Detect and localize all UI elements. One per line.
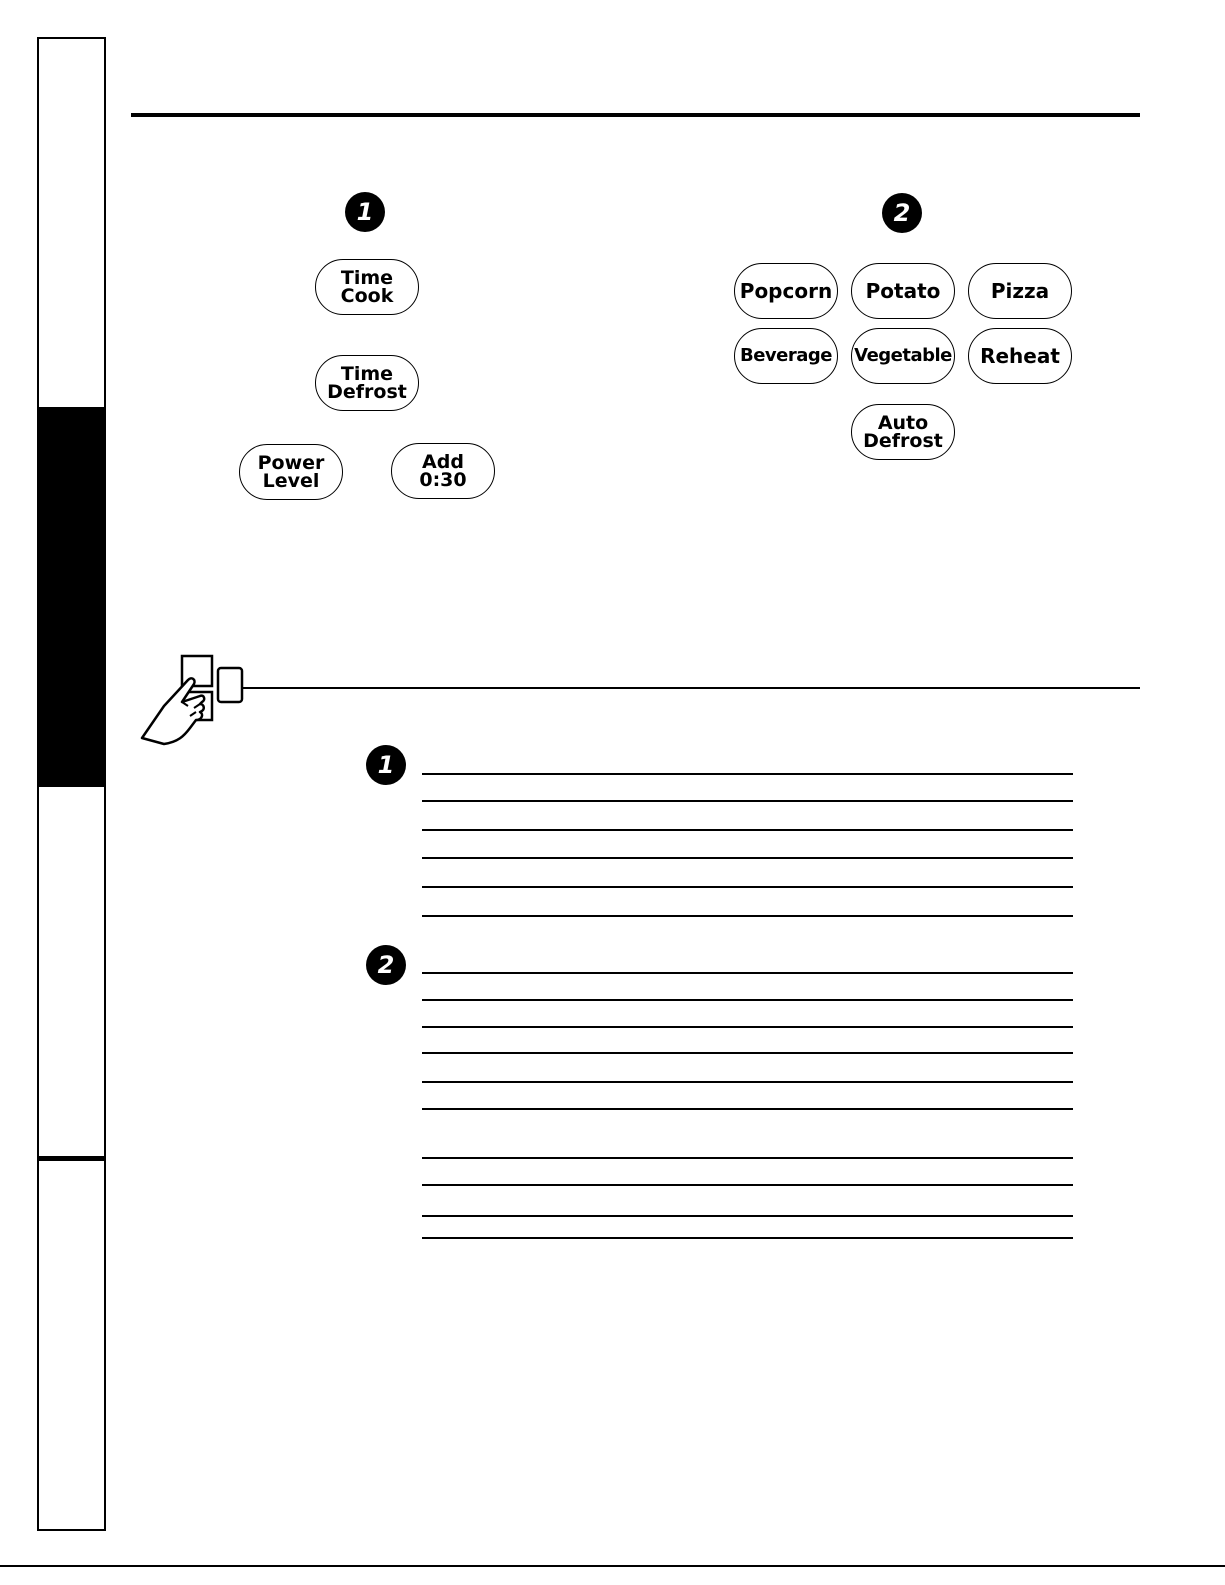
text-line	[422, 999, 1073, 1001]
text-line	[422, 773, 1073, 775]
text-line	[422, 1081, 1073, 1083]
footer-rule	[0, 1565, 1225, 1567]
time-cook-line1: Time	[340, 267, 394, 289]
pizza-button[interactable]: Pizza	[968, 263, 1072, 319]
text-line	[422, 886, 1073, 888]
power-level-button[interactable]	[239, 444, 343, 500]
auto-defrost-button[interactable]	[851, 404, 955, 460]
add-30-seconds-button[interactable]	[391, 443, 495, 499]
text-line	[422, 1157, 1073, 1159]
text-line	[422, 1052, 1073, 1054]
side-tab-1[interactable]	[37, 37, 106, 409]
vegetable-button[interactable]: Vegetable	[851, 328, 955, 384]
time-defrost-line1: Time	[340, 363, 394, 385]
beverage-button[interactable]: Beverage	[734, 328, 838, 384]
header-rule	[131, 113, 1140, 117]
potato-button[interactable]: Potato	[851, 263, 955, 319]
time-cook-button[interactable]	[315, 259, 419, 315]
side-tab-4[interactable]	[37, 1159, 106, 1531]
time-defrost-line2: Defrost	[327, 381, 407, 403]
text-line	[422, 1184, 1073, 1186]
reheat-button[interactable]: Reheat	[968, 328, 1072, 384]
add-30-line1: Add	[422, 451, 464, 473]
power-level-line2: Level	[262, 470, 320, 492]
hand-pressing-keypad-icon	[138, 652, 248, 748]
time-cook-line2: Cook	[340, 285, 394, 307]
text-line	[422, 1108, 1073, 1110]
auto-defrost-line2: Defrost	[863, 430, 943, 452]
text-line	[422, 1237, 1073, 1239]
text-line	[422, 1215, 1073, 1217]
power-level-line1: Power	[257, 452, 325, 474]
side-tab-3[interactable]	[37, 785, 106, 1159]
text-line	[422, 1026, 1073, 1028]
add-30-line2: 0:30	[419, 469, 467, 491]
auto-defrost-line1: Auto	[877, 412, 929, 434]
instruction-step-2-badge: 2	[366, 945, 406, 985]
instruction-step-1-badge: 1	[366, 745, 406, 785]
step-1-badge: 1	[345, 192, 385, 232]
popcorn-button[interactable]: Popcorn	[734, 263, 838, 319]
text-line	[422, 857, 1073, 859]
section-rule	[242, 687, 1140, 689]
text-line	[422, 915, 1073, 917]
text-line	[422, 800, 1073, 802]
side-tab-2-active[interactable]	[37, 409, 106, 785]
text-line	[422, 829, 1073, 831]
step-2-badge: 2	[882, 193, 922, 233]
text-line	[422, 972, 1073, 974]
time-defrost-button[interactable]	[315, 355, 419, 411]
